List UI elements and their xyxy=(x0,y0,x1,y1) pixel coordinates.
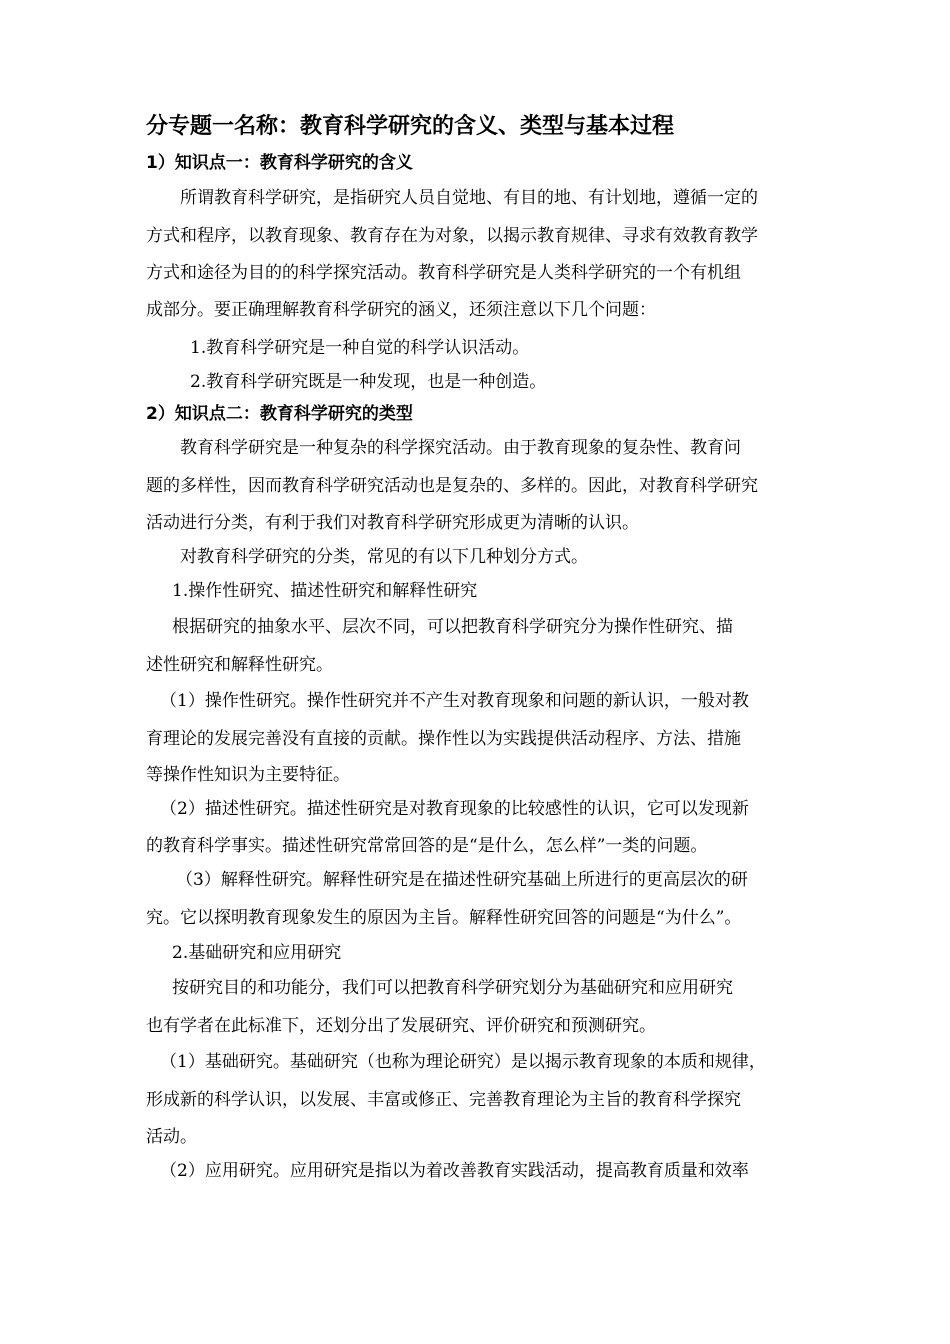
paragraph-line: 根据研究的抽象水平、层次不同，可以把教育科学研究分为操作性研究、描 xyxy=(172,617,733,637)
paragraph-line: 方式和程序，以教育现象、教育存在为对象，以揭示教育规律、寻求有效教育教学 xyxy=(146,226,758,246)
paragraph-line: 成部分。要正确理解教育科学研究的涵义，还须注意以下几个问题： xyxy=(146,300,656,320)
paragraph-line: 活动。 xyxy=(146,1127,197,1147)
paragraph-line: 题的多样性，因而教育科学研究活动也是复杂的、多样的。因此，对教育科学研究 xyxy=(146,476,758,496)
paragraph-line: （1）操作性研究。操作性研究并不产生对教育现象和问题的新认识，一般对教 xyxy=(160,691,749,711)
paragraph-line: （3）解释性研究。解释性研究是在描述性研究基础上所进行的更高层次的研 xyxy=(176,870,748,890)
paragraph-line: 对教育科学研究的分类，常见的有以下几种划分方式。 xyxy=(180,547,588,567)
paragraph-line: 述性研究和解释性研究。 xyxy=(146,655,333,675)
paragraph-line: 形成新的科学认识，以发展、丰富或修正、完善教育理论为主旨的教育科学探究 xyxy=(146,1090,741,1110)
paragraph-line: 也有学者在此标准下，还划分出了发展研究、评价研究和预测研究。 xyxy=(146,1016,656,1036)
paragraph-line: 方式和途径为目的的科学探究活动。教育科学研究是人类科学研究的一个有机组 xyxy=(146,263,741,283)
list-item-line: 1.教育科学研究是一种自觉的科学认识活动。 xyxy=(190,338,530,358)
paragraph-line: 究。它以探明教育现象发生的原因为主旨。解释性研究回答的问题是“为什么”。 xyxy=(146,908,742,928)
paragraph-line: 所谓教育科学研究，是指研究人员自觉地、有目的地、有计划地，遵循一定的 xyxy=(180,188,758,208)
paragraph-line: （2）描述性研究。描述性研究是对教育现象的比较感性的认识，它可以发现新 xyxy=(160,799,749,819)
list-item-line: 2.教育科学研究既是一种发现，也是一种创造。 xyxy=(190,372,547,392)
paragraph-line: （2）应用研究。应用研究是指以为着改善教育实践活动，提高教育质量和效率 xyxy=(160,1161,749,1181)
section-heading-2: 2）知识点二：教育科学研究的类型 xyxy=(146,404,413,424)
paragraph-line: 的教育科学事实。描述性研究常常回答的是“是什么，怎么样”一类的问题。 xyxy=(146,836,708,856)
paragraph-line: 育理论的发展完善没有直接的贡献。操作性以为实践提供活动程序、方法、措施 xyxy=(146,729,741,749)
paragraph-line: （1）基础研究。基础研究（也称为理论研究）是以揭示教育现象的本质和规律， xyxy=(160,1052,766,1072)
section-heading-1: 1）知识点一：教育科学研究的含义 xyxy=(146,153,413,173)
paragraph-line: 按研究目的和功能分，我们可以把教育科学研究划分为基础研究和应用研究 xyxy=(172,978,733,998)
paragraph-line: 教育科学研究是一种复杂的科学探究活动。由于教育现象的复杂性、教育问 xyxy=(180,438,741,458)
subheading-line: 2.基础研究和应用研究 xyxy=(172,943,342,963)
paragraph-line: 活动进行分类，有利于我们对教育科学研究形成更为清晰的认识。 xyxy=(146,513,639,533)
subheading-line: 1.操作性研究、描述性研究和解释性研究 xyxy=(172,581,478,601)
document-title: 分专题一名称：教育科学研究的含义、类型与基本过程 xyxy=(146,114,675,139)
paragraph-line: 等操作性知识为主要特征。 xyxy=(146,765,350,785)
